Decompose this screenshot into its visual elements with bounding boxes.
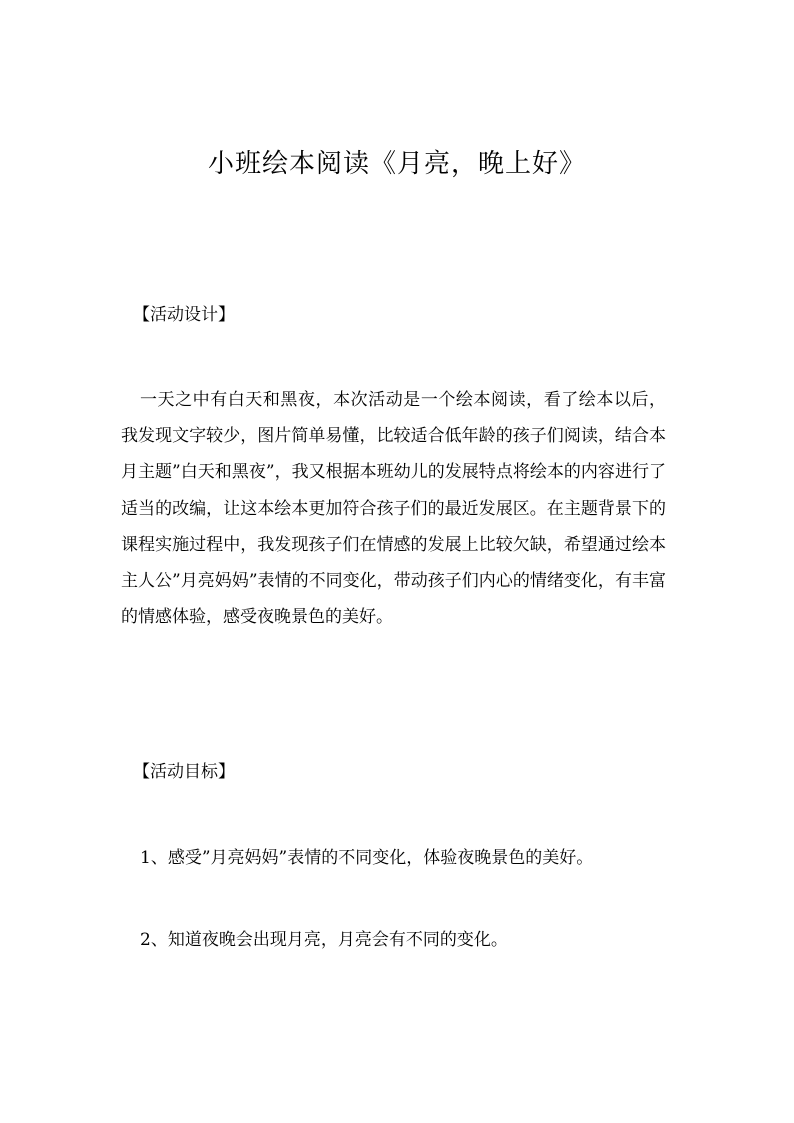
goal-item-1: 1、感受”月亮妈妈”表情的不同变化，体验夜晚景色的美好。 (140, 848, 594, 868)
section-heading-activity-design: 【活动设计】 (133, 305, 235, 325)
activity-design-paragraph: 一天之中有白天和黑夜，本次活动是一个绘本阅读，看了绘本以后，我发现文字较少，图片简单易懂，比较适合低年龄的孩子们阅读，结合本月主题”白天和黑夜”，我又根据本班幼儿的发展特点将绘本的内容进行了适当的改编，让这本绘本更加符合孩子们的最近发展区。在主题背景下的课程实施过程中，我发现孩子们在情感的发展上比较欠缺，希望通过绘本主人公”月亮妈妈”表情的不同变化，带动孩子们内心的情绪变化，有丰富的情感体验，感受夜晚景色的美好。 (121, 390, 666, 628)
document-title: 小班绘本阅读《月亮，晚上好》 (207, 149, 586, 179)
goal-item-2: 2、知道夜晚会出现月亮，月亮会有不同的变化。 (140, 930, 508, 950)
section-heading-activity-goals: 【活动目标】 (133, 762, 235, 782)
